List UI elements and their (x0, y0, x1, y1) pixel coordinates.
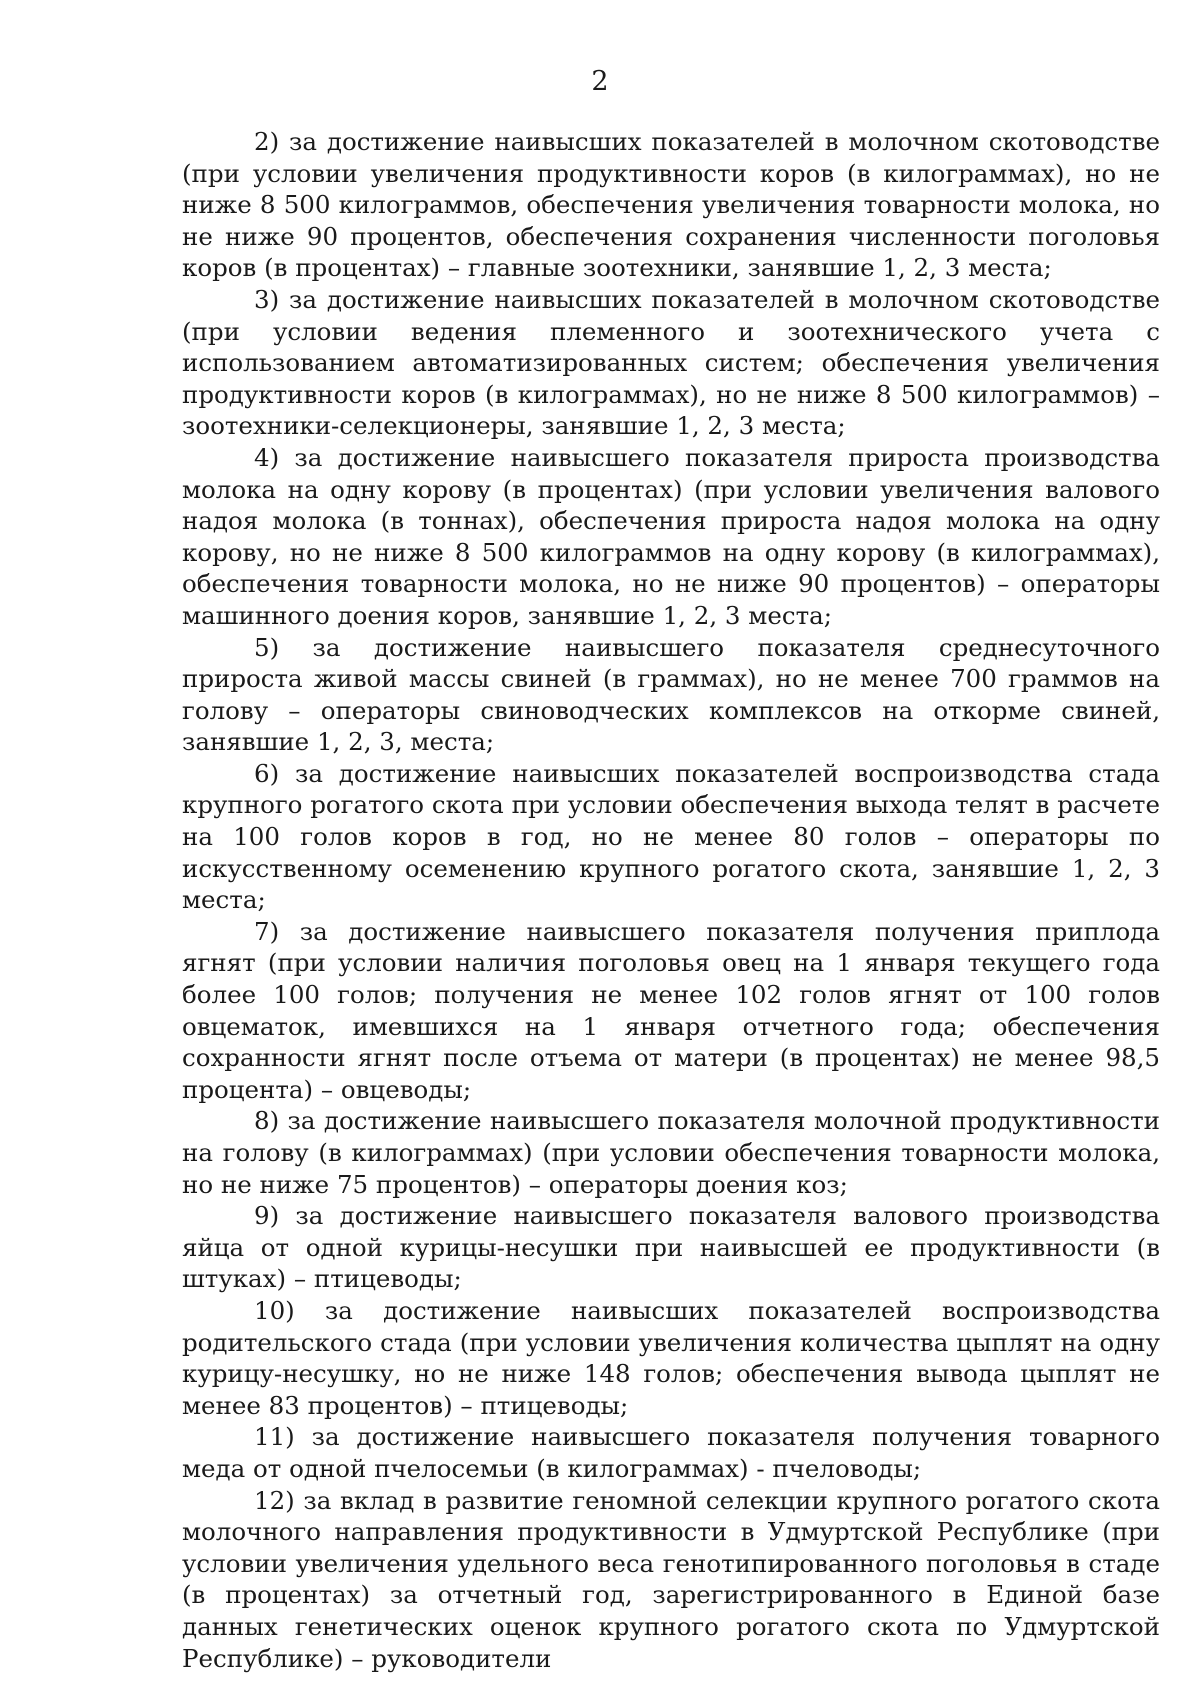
paragraph-item-5: 5) за достижение наивысшего показателя среднесуточного прироста живой массы свиней (в граммах), но не менее 700 граммов на голову – операторы свиноводческих комплексов на откорме свиней, занявшие 1, 2, 3, места; (182, 632, 1160, 757)
paragraph-item-4: 4) за достижение наивысшего показателя прироста производства молока на одну корову (в процентах) (при условии увеличения валового надоя молока (в тоннах), обеспечения прироста надоя молока на одну корову, но не ниже 8 500 килограммов на одну корову (в килограммах), обеспечения товарности молока, но не ниже 90 процентов) – операторы машинного доения коров, занявшие 1, 2, 3 места; (182, 442, 1160, 630)
document-body (182, 126, 1160, 1674)
paragraph-item-8: 8) за достижение наивысшего показателя молочной продуктивности на голову (в килограммах) (при условии обеспечения товарности молока, но не ниже 75 процентов) – операторы доения коз; (182, 1106, 1160, 1199)
paragraph-item-9: 9) за достижение наивысшего показателя валового производства яйца от одной курицы-несушки при наивысшей ее продуктивности (в штуках) – птицеводы; (182, 1201, 1160, 1294)
paragraph-item-6: 6) за достижение наивысших показателей воспроизводства стада крупного рогатого скота при условии обеспечения выхода телят в расчете на 100 голов коров в год, но не менее 80 голов – операторы по искусственному осеменению крупного рогатого скота, занявшие 1, 2, 3 места; (182, 758, 1160, 915)
paragraph-item-2: 2) за достижение наивысших показателей в молочном скотоводстве (при условии увеличения продуктивности коров (в килограммах), но не ниже 8 500 килограммов, обеспечения увеличения товарности молока, но не ниже 90 процентов, обеспечения сохранения численности поголовья коров (в процентах) – главные зоотехники, занявшие 1, 2, 3 места; (182, 127, 1160, 283)
paragraph-item-7: 7) за достижение наивысшего показателя получения приплода ягнят (при условии наличия поголовья овец на 1 января текущего года более 100 голов; получения не менее 102 голов ягнят от 100 голов овцематок, имевшихся на 1 января отчетного года; обеспечения сохранности ягнят после отъема от матери (в процентах) не менее 98,5 процента) – овцеводы; (182, 916, 1160, 1104)
page-number: 2 (591, 66, 609, 97)
paragraph-item-12: 12) за вклад в развитие геномной селекции крупного рогатого скота молочного направления продуктивности в Удмуртской Республике (при условии увеличения удельного веса генотипированного поголовья в стаде (в процентах) за отчетный год, зарегистрированного в Единой базе данных генетических оценок крупного рогатого скота по Удмуртской Республике) – руководители (182, 1485, 1160, 1673)
paragraph-item-3: 3) за достижение наивысших показателей в молочном скотоводстве (при условии ведения племенного и зоотехнического учета с использованием автоматизированных систем; обеспечения увеличения продуктивности коров (в килограммах), но не ниже 8 500 килограммов) – зоотехники-селекционеры, занявшие 1, 2, 3 места; (182, 284, 1160, 441)
paragraph-item-11: 11) за достижение наивысшего показателя получения товарного меда от одной пчелосемьи (в килограммах) - пчеловоды; (182, 1422, 1160, 1483)
paragraph-item-10: 10) за достижение наивысших показателей воспроизводства родительского стада (при условии увеличения количества цыплят на одну курицу-несушку, но не ниже 148 голов; обеспечения вывода цыплят не менее 83 процентов) – птицеводы; (182, 1295, 1160, 1420)
